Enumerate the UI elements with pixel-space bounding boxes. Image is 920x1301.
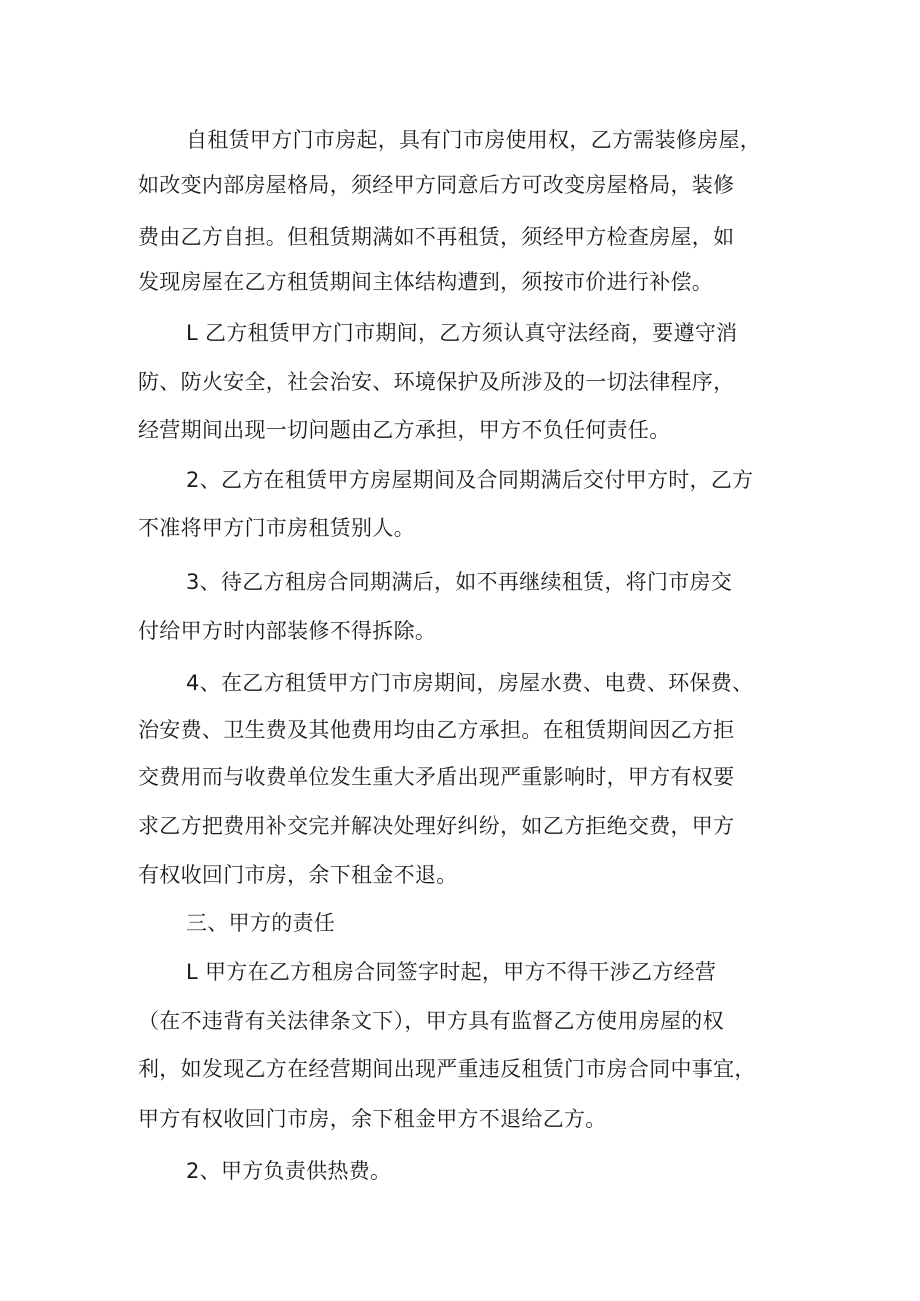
text-line: 如改变内部房屋格局，须经甲方同意后方可改变房屋格局，装修 [138, 173, 735, 197]
text-line: 甲方有权收回门市房，余下租金甲方不退给乙方。 [138, 1107, 607, 1131]
text-line: 2、乙方在租赁甲方房屋期间及合同期满后交付甲方时，乙方 [186, 468, 754, 492]
text-line: 利，如发现乙方在经营期间出现严重违反租赁门市房合同中事宜， [138, 1057, 756, 1081]
text-line: 交费用而与收费单位发生重大矛盾出现严重影响时，甲方有权要 [138, 765, 735, 789]
text-line: 付给甲方时内部装修不得拆除。 [138, 619, 437, 643]
text-line: 防、防火安全，社会治安、环境保护及所涉及的一切法律程序， [138, 370, 735, 394]
text-line: 有权收回门市房，余下租金不退。 [138, 863, 458, 887]
text-line: L 甲方在乙方租房合同签字时起，甲方不得干涉乙方经营 [186, 960, 717, 984]
text-line: 自租赁甲方门市房起，具有门市房使用权，乙方需装修房屋， [186, 128, 762, 152]
text-line: （在不违背有关法律条文下），甲方具有监督乙方使用房屋的权 [138, 1009, 724, 1033]
text-line: 治安费、卫生费及其他费用均由乙方承担。在租赁期间因乙方拒 [138, 718, 735, 742]
text-line: 费由乙方自担。但租赁期满如不再租赁，须经甲方检查房屋，如 [138, 225, 735, 249]
section-heading: 三、甲方的责任 [186, 911, 336, 935]
text-line: 3、待乙方租房合同期满后，如不再继续租赁，将门市房交 [186, 570, 733, 594]
text-line: 发现房屋在乙方租赁期间主体结构遭到，须按市价进行补偿。 [138, 270, 714, 294]
text-line: L 乙方租赁甲方门市期间，乙方须认真守法经商，要遵守消 [186, 321, 738, 345]
text-line: 4、在乙方租赁甲方门市房期间，房屋水费、电费、环保费、 [186, 671, 754, 695]
text-line: 经营期间出现一切问题由乙方承担，甲方不负任何责任。 [138, 418, 671, 442]
text-line: 不准将甲方门市房租赁别人。 [138, 516, 415, 540]
text-line: 2、甲方负责供热费。 [186, 1159, 392, 1183]
text-line: 求乙方把费用补交完并解决处理好纠纷，如乙方拒绝交费，甲方 [138, 814, 735, 838]
